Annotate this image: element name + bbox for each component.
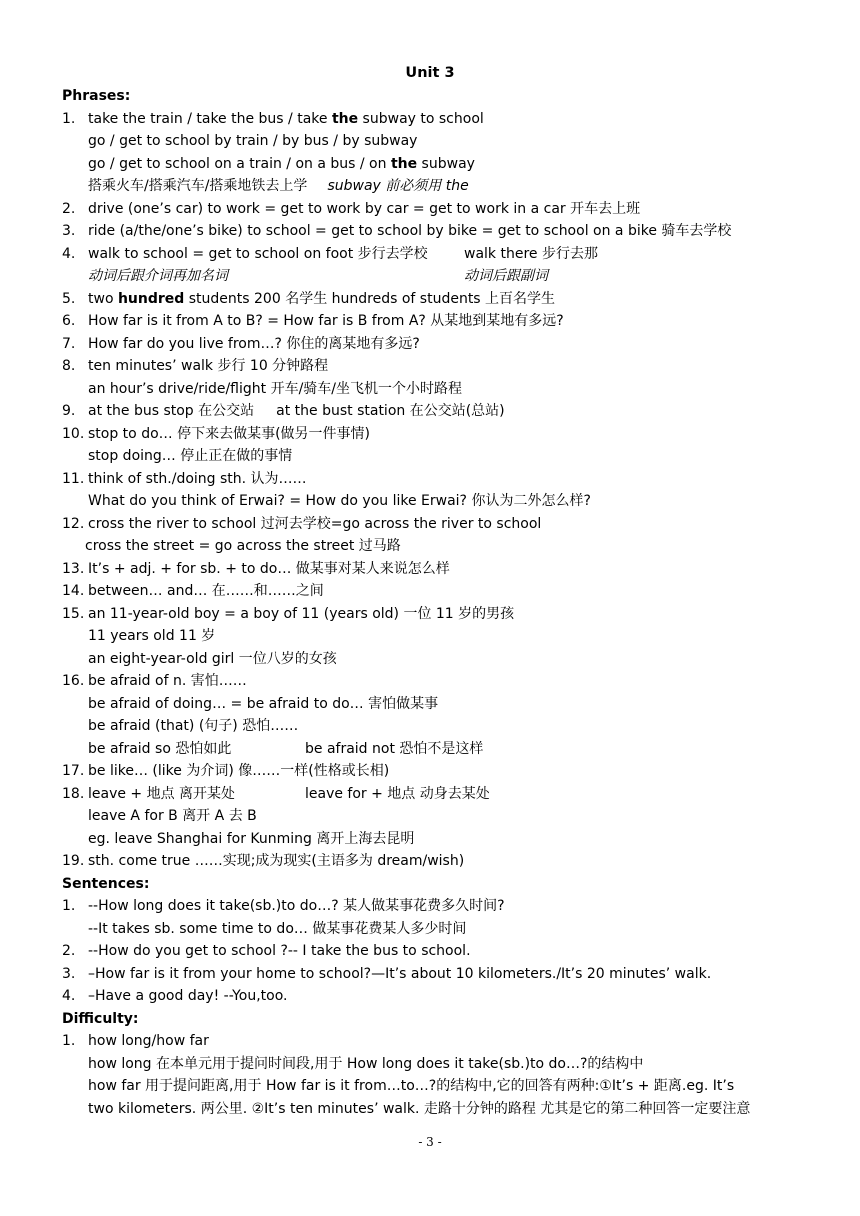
page-number: - 3 -	[418, 1135, 442, 1149]
phrase-item: 18. leave + 地点 离开某处 leave for + 地点 动身去某处	[62, 785, 490, 802]
phrase-subline: be afraid so 恐怕如此 be afraid not 恐怕不是这样	[88, 740, 484, 757]
document-body	[62, 85, 807, 1120]
sentence-item: 1. --How long does it take(sb.)to do…? 某人做某事花费多久时间?	[62, 898, 505, 914]
phrase-item: 1. take the train / take the bus / take the subway to school	[62, 110, 484, 127]
phrase-item: 19. sth. come true ……实现;成为现实(主语多为 dream/wish)	[62, 853, 465, 869]
phrases-heading: Phrases:	[62, 88, 131, 104]
phrase-item: 11. think of sth./doing sth. 认为……	[62, 470, 307, 487]
phrase-item: 9. at the bus stop 在公交站 at the bust station 在公交站(总站)	[62, 403, 505, 419]
phrase-item: 4. walk to school = get to school on foot 步行去学校 walk there 步行去那	[62, 245, 598, 262]
difficulty-subline: two kilometers. 两公里. ②It’s ten minutes’ walk. 走路十分钟的路程 尤其是它的第二种回答一定要注意	[88, 1100, 751, 1117]
phrase-subline: 动词后跟介词再加名词 动词后跟副词	[88, 268, 548, 284]
phrase-item: 6. How far is it from A to B? = How far is B from A? 从某地到某地有多远?	[62, 313, 564, 329]
phrase-subline: cross the street = go across the street 过马路	[85, 538, 401, 554]
phrase-item: 3. ride (a/the/one’s bike) to school = get to school by bike = get to school on a bike 骑车去学校	[62, 223, 732, 239]
phrase-subline: be afraid (that) (句子) 恐怕……	[88, 718, 299, 734]
sentence-item: 3. –How far is it from your home to school?—It’s about 10 kilometers./It’s 20 minutes’ walk.	[62, 965, 712, 982]
difficulty-heading: Difficulty:	[62, 1010, 139, 1027]
phrase-item: 7. How far do you live from…? 你住的离某地有多远?	[62, 335, 420, 352]
sentences-heading: Sentences:	[62, 875, 150, 892]
phrase-item: 17. be like… (like 为介词) 像……一样(性格或长相)	[62, 763, 390, 779]
phrase-item: 8. ten minutes’ walk 步行 10 分钟路程	[62, 358, 329, 374]
phrase-subline: What do you think of Erwai? = How do you like Erwai? 你认为二外怎么样?	[88, 493, 591, 509]
difficulty-subline: how long 在本单元用于提问时间段,用于 How long does it take(sb.)to do…?的结构中	[88, 1055, 644, 1072]
phrase-item: 10. stop to do… 停下来去做某事(做另一件事情)	[62, 425, 371, 442]
phrase-item: 2. drive (one’s car) to work = get to work by car = get to work in a car 开车去上班	[62, 200, 641, 217]
difficulty-subline: how far 用于提问距离,用于 How far is it from…to…?的结构中,它的回答有两种:①It’s + 距离.eg. It’s	[88, 1078, 735, 1094]
sentence-item: 2. --How do you get to school ?-- I take the bus to school.	[62, 943, 471, 959]
phrase-item: 12. cross the river to school 过河去学校=go across the river to school	[62, 515, 542, 532]
phrase-subline: be afraid of doing… = be afraid to do… 害怕做某事	[88, 695, 439, 712]
phrase-item: 14. between… and… 在……和……之间	[62, 583, 324, 599]
phrase-subline: an eight-year-old girl 一位八岁的女孩	[88, 650, 337, 667]
page-title: Unit 3	[405, 65, 455, 81]
phrase-subline: go / get to school on a train / on a bus / on the subway	[88, 155, 475, 172]
phrase-item: 15. an 11-year-old boy = a boy of 11 (years old) 一位 11 岁的男孩	[62, 605, 515, 622]
phrase-item: 16. be afraid of n. 害怕……	[62, 673, 247, 689]
phrase-subline: stop doing… 停止正在做的事情	[88, 448, 293, 464]
phrase-subline: go / get to school by train / by bus / by subway	[88, 133, 418, 149]
sentence-subline: --It takes sb. some time to do… 做某事花费某人多少时间	[88, 920, 467, 937]
phrase-subline: 11 years old 11 岁	[88, 628, 216, 644]
sentence-item: 4. –Have a good day! --You,too.	[62, 988, 288, 1004]
phrase-item: 13. It’s + adj. + for sb. + to do… 做某事对某人来说怎么样	[62, 560, 450, 577]
difficulty-item: 1. how long/how far	[62, 1033, 209, 1049]
phrase-subline: eg. leave Shanghai for Kunming 离开上海去昆明	[88, 830, 415, 847]
phrase-subline: leave A for B 离开 A 去 B	[88, 808, 257, 824]
phrase-subline: 搭乘火车/搭乘汽车/搭乘地铁去上学 subway 前必须用 the	[88, 178, 469, 194]
phrase-subline: an hour’s drive/ride/flight 开车/骑车/坐飞机一个小时路程	[88, 380, 463, 397]
phrase-item: 5. two hundred students 200 名学生 hundreds of students 上百名学生	[62, 290, 556, 307]
